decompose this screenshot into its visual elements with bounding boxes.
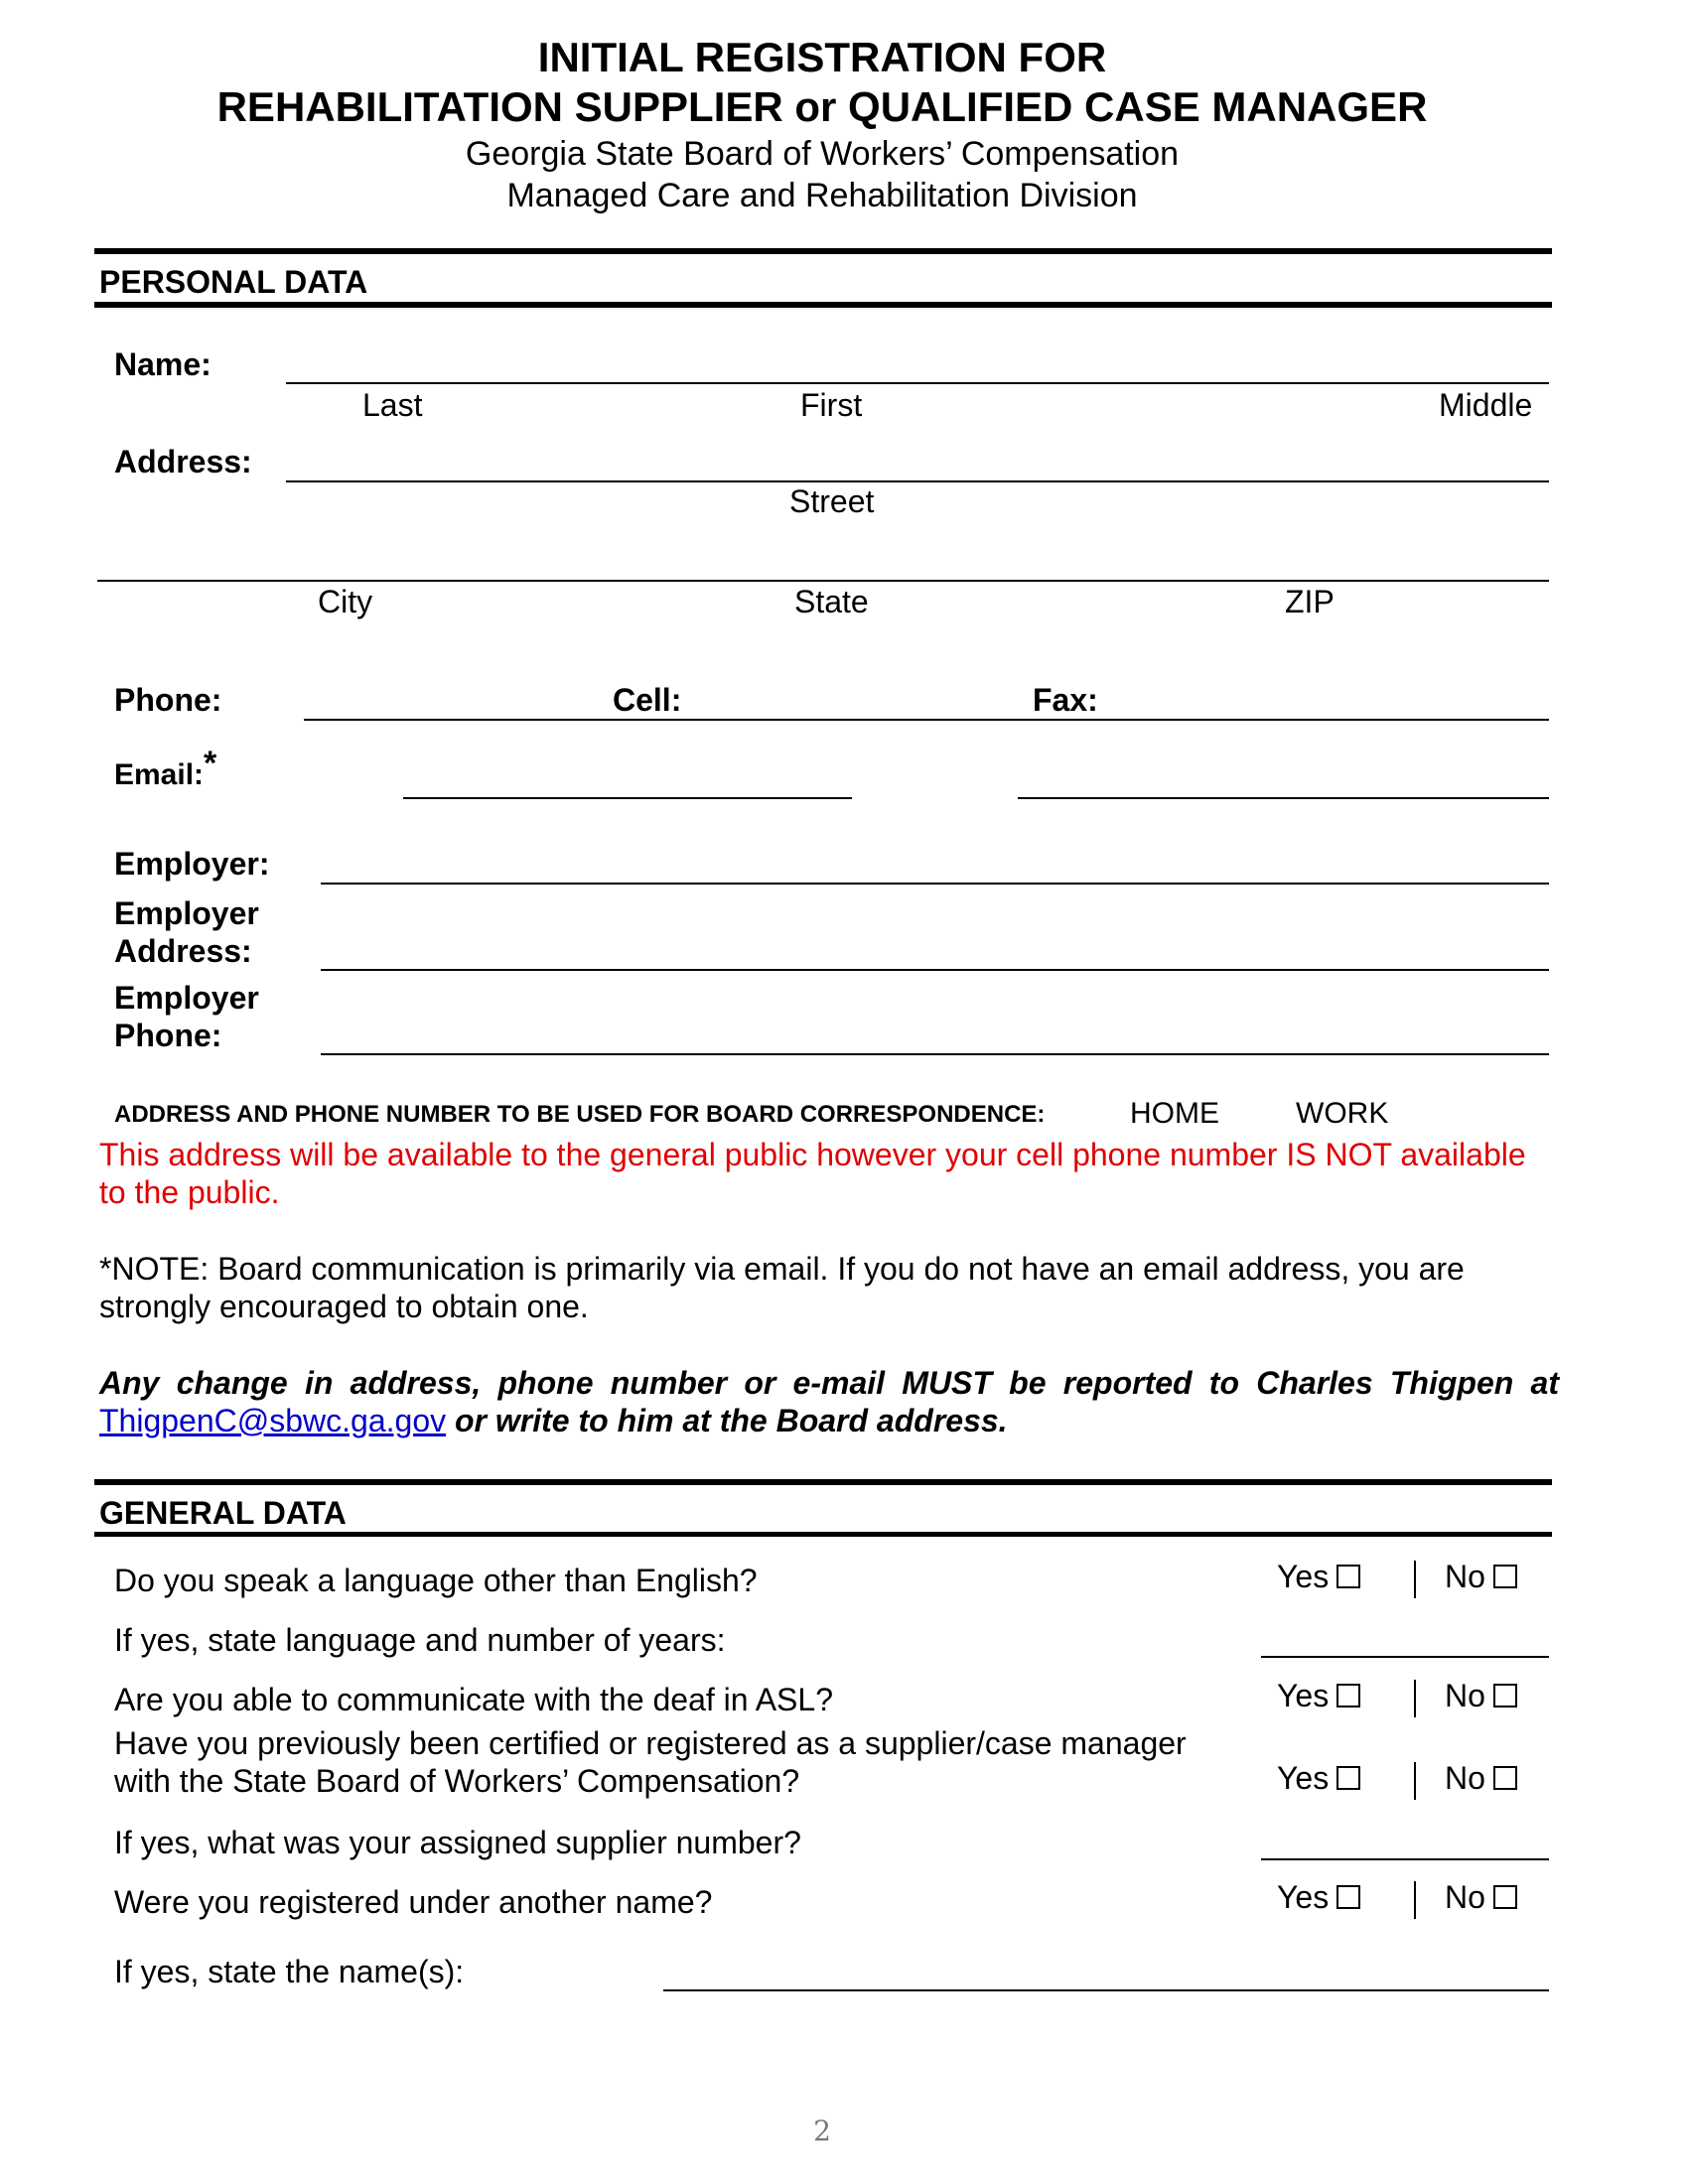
- checkbox-icon[interactable]: [1336, 1766, 1360, 1790]
- section-rule-top-2: [94, 1479, 1552, 1485]
- checkbox-icon[interactable]: [1493, 1565, 1517, 1588]
- language-detail-field[interactable]: [1261, 1656, 1549, 1658]
- yes-option-asl[interactable]: Yes: [1277, 1678, 1360, 1714]
- public-warning: This address will be available to the general public however your cell phone number IS NOT available to the public.: [99, 1137, 1526, 1210]
- question-other-name: Were you registered under another name?: [114, 1884, 713, 1920]
- first-name-caption: First: [800, 387, 863, 423]
- form-title-line-2: REHABILITATION SUPPLIER or QUALIFIED CASE MANAGER: [216, 83, 1428, 130]
- employer-address-label-2: Address:: [114, 933, 252, 969]
- email-field-1[interactable]: [403, 797, 852, 799]
- email-asterisk: *: [204, 745, 217, 782]
- other-name-field[interactable]: [663, 1989, 1549, 1991]
- change-notice: [99, 1364, 1559, 1439]
- section-rule-bottom-2: [94, 1532, 1552, 1537]
- middle-name-caption: Middle: [1439, 387, 1533, 423]
- city-state-zip-field[interactable]: [97, 580, 1549, 582]
- employer-address-label-1: Employer: [114, 895, 259, 931]
- checkbox-icon[interactable]: [1493, 1766, 1517, 1790]
- employer-phone-label-1: Employer: [114, 980, 259, 1016]
- cell-label: Cell:: [613, 682, 682, 718]
- employer-phone-label-2: Phone:: [114, 1018, 222, 1053]
- question-language-detail: If yes, state language and number of years:: [114, 1622, 726, 1658]
- section-rule-bottom: [94, 302, 1552, 308]
- no-option-other-name[interactable]: No: [1445, 1879, 1517, 1916]
- section-rule-top: [94, 248, 1552, 254]
- divider: [1414, 1561, 1416, 1598]
- change-notice-text-1: Any change in address, phone number or e-mail MUST be reported to Charles Thigpen at: [99, 1365, 1559, 1401]
- address-label: Address:: [114, 444, 252, 479]
- checkbox-icon[interactable]: [1336, 1885, 1360, 1909]
- employer-phone-field[interactable]: [321, 1053, 1549, 1055]
- street-caption: Street: [789, 483, 875, 519]
- form-title-line-1: INITIAL REGISTRATION FOR: [537, 34, 1107, 80]
- section-title-general: GENERAL DATA: [99, 1495, 347, 1531]
- state-caption: State: [794, 584, 869, 619]
- agency-name: Georgia State Board of Workers’ Compensation: [465, 135, 1180, 173]
- checkbox-icon[interactable]: [1336, 1684, 1360, 1707]
- checkbox-icon[interactable]: [1336, 1565, 1360, 1588]
- page-number: 2: [813, 2115, 831, 2147]
- question-supplier-number: If yes, what was your assigned supplier number?: [114, 1825, 801, 1860]
- no-option-previous[interactable]: No: [1445, 1760, 1517, 1797]
- division-name: Managed Care and Rehabilitation Division: [506, 177, 1138, 214]
- email-label-group: [114, 745, 217, 794]
- yes-option-language[interactable]: Yes: [1277, 1559, 1360, 1595]
- employer-field[interactable]: [321, 883, 1549, 885]
- email-note: *NOTE: Board communication is primarily via email. If you do not have an email address, you are strongly encouraged to obtain one.: [99, 1251, 1465, 1324]
- phone-label: Phone:: [114, 682, 222, 718]
- home-option[interactable]: HOME: [1130, 1097, 1219, 1130]
- no-option-language[interactable]: No: [1445, 1559, 1517, 1595]
- divider: [1414, 1680, 1416, 1717]
- supplier-number-field[interactable]: [1261, 1858, 1549, 1860]
- question-previous-line-1: Have you previously been certified or registered as a supplier/case manager: [114, 1725, 1187, 1761]
- name-label: Name:: [114, 346, 211, 382]
- no-option-asl[interactable]: No: [1445, 1678, 1517, 1714]
- name-field[interactable]: [286, 382, 1549, 384]
- last-name-caption: Last: [362, 387, 423, 423]
- change-notice-text-2: or write to him at the Board address.: [455, 1403, 1008, 1438]
- question-previous-line-2: with the State Board of Workers’ Compensation?: [114, 1763, 800, 1799]
- checkbox-icon[interactable]: [1493, 1684, 1517, 1707]
- work-option[interactable]: WORK: [1296, 1097, 1389, 1130]
- email-field-2[interactable]: [1018, 797, 1549, 799]
- street-field[interactable]: [286, 480, 1549, 482]
- question-language: Do you speak a language other than English?: [114, 1563, 758, 1598]
- correspondence-label: ADDRESS AND PHONE NUMBER TO BE USED FOR BOARD CORRESPONDENCE:: [114, 1101, 1046, 1128]
- city-caption: City: [318, 584, 373, 619]
- email-label: Email:: [114, 758, 205, 791]
- employer-address-field[interactable]: [321, 969, 1549, 971]
- contact-email-link[interactable]: ThigpenC@sbwc.ga.gov: [99, 1403, 447, 1438]
- zip-caption: ZIP: [1285, 584, 1335, 619]
- section-title-personal: PERSONAL DATA: [99, 264, 368, 300]
- yes-option-other-name[interactable]: Yes: [1277, 1879, 1360, 1916]
- question-asl: Are you able to communicate with the deaf in ASL?: [114, 1682, 833, 1717]
- yes-option-previous[interactable]: Yes: [1277, 1760, 1360, 1797]
- divider: [1414, 1881, 1416, 1919]
- checkbox-icon[interactable]: [1493, 1885, 1517, 1909]
- phone-cell-fax-field[interactable]: [304, 719, 1549, 721]
- fax-label: Fax:: [1033, 682, 1098, 718]
- divider: [1414, 1762, 1416, 1800]
- employer-label: Employer:: [114, 846, 270, 882]
- question-other-name-detail: If yes, state the name(s):: [114, 1954, 465, 1989]
